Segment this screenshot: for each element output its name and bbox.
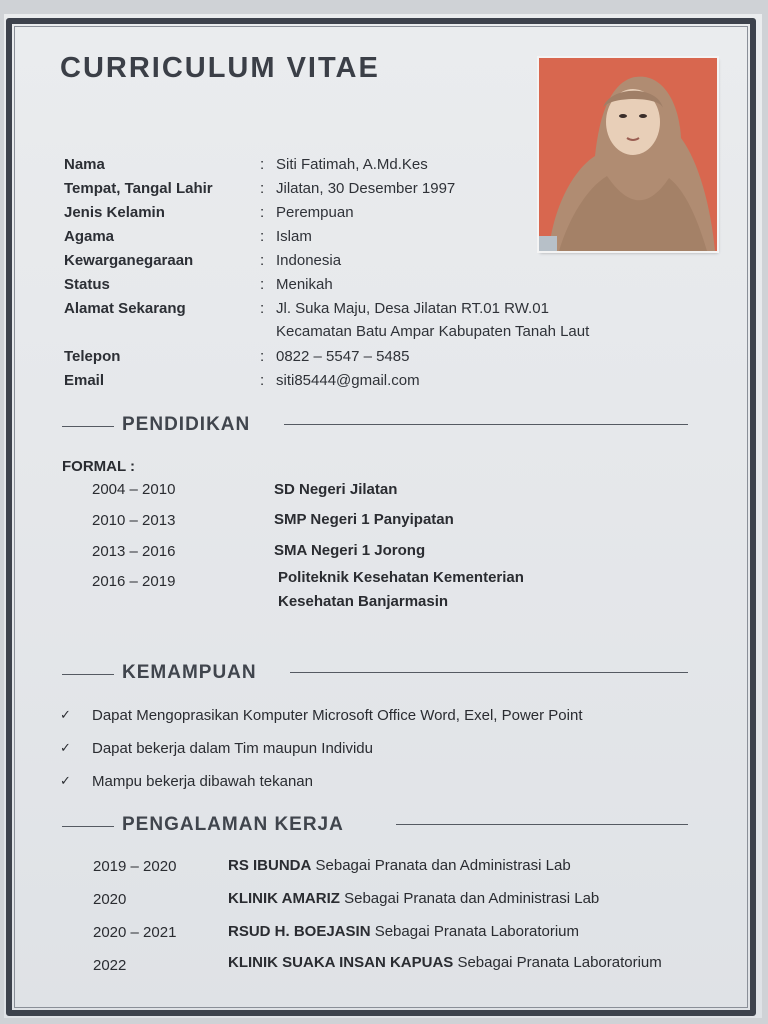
field-label: Nama: [64, 156, 105, 173]
field-label: Alamat Sekarang: [64, 300, 186, 317]
field-colon: :: [260, 156, 265, 173]
work-role: Sebagai Pranata Laboratorium: [453, 954, 662, 971]
check-icon: ✓: [60, 740, 71, 755]
divider-line: [284, 424, 688, 425]
check-icon: ✓: [60, 707, 71, 722]
section-title: KEMAMPUAN: [122, 662, 257, 683]
document-title: CURRICULUM VITAE: [60, 52, 380, 84]
divider-line: [396, 824, 688, 825]
work-description: [228, 883, 728, 914]
field-value: siti85444@gmail.com: [276, 372, 420, 389]
field-label: Telepon: [64, 348, 121, 365]
field-colon: :: [260, 252, 265, 269]
divider-line: [62, 674, 114, 675]
formal-label: FORMAL :: [62, 458, 136, 475]
field-value: Jl. Suka Maju, Desa Jilatan RT.01 RW.01: [276, 300, 549, 317]
work-description: [228, 850, 728, 881]
education-school-line-2: Kesehatan Banjarmasin: [278, 593, 449, 610]
skill-text: Dapat bekerja dalam Tim maupun Individu: [92, 740, 373, 757]
divider-line: [62, 426, 114, 427]
skill-text: Mampu bekerja dibawah tekanan: [92, 773, 313, 790]
education-years: 2010 – 2013: [92, 512, 176, 529]
field-value-line-2: Kecamatan Batu Ampar Kabupaten Tanah Laut: [276, 323, 590, 340]
field-value: Jilatan, 30 Desember 1997: [276, 180, 456, 197]
field-colon: :: [260, 348, 265, 365]
divider-line: [290, 672, 688, 673]
field-label: Agama: [64, 228, 115, 245]
field-colon: :: [260, 300, 265, 317]
work-role: Sebagai Pranata dan Administrasi Lab: [339, 890, 600, 907]
work-role: Sebagai Pranata dan Administrasi Lab: [311, 857, 571, 874]
field-colon: :: [260, 204, 265, 221]
education-school: SD Negeri Jilatan: [274, 481, 398, 498]
section-title: PENDIDIKAN: [122, 414, 251, 435]
field-label: Status: [64, 276, 110, 293]
profile-photo: [539, 58, 717, 251]
field-colon: :: [260, 276, 265, 293]
divider-line: [62, 826, 114, 827]
section-heading-skills: [62, 662, 688, 684]
skill-text: Dapat Mengoprasikan Komputer Microsoft Office Word, Exel, Power Point: [92, 707, 583, 724]
field-label: Tempat, Tangal Lahir: [64, 180, 213, 197]
work-place: KLINIK SUAKA INSAN KAPUAS: [228, 954, 454, 971]
education-school: SMA Negeri 1 Jorong: [274, 542, 426, 559]
work-place: KLINIK AMARIZ: [228, 890, 340, 907]
work-years: 2022: [93, 957, 127, 974]
section-heading-work: [62, 814, 688, 836]
education-school: Politeknik Kesehatan Kementerian: [278, 569, 524, 586]
field-label: Jenis Kelamin: [64, 204, 165, 221]
field-label: Kewarganegaraan: [64, 252, 194, 269]
work-description: [228, 916, 728, 947]
education-years: 2004 – 2010: [92, 481, 176, 498]
check-icon: ✓: [60, 773, 71, 788]
field-value: Menikah: [276, 276, 333, 293]
field-colon: :: [260, 372, 265, 389]
work-years: 2020: [93, 891, 127, 908]
work-years: 2019 – 2020: [93, 858, 177, 875]
field-value: 0822 – 5547 – 5485: [276, 348, 410, 365]
section-heading-education: [62, 414, 688, 436]
field-value: Perempuan: [276, 204, 354, 221]
field-value: Siti Fatimah, A.Md.Kes: [276, 156, 428, 173]
work-role: Sebagai Pranata Laboratorium: [370, 923, 580, 940]
field-value: Islam: [276, 228, 312, 245]
field-colon: :: [260, 228, 265, 245]
work-place: RSUD H. BOEJASIN: [228, 923, 371, 940]
section-title: PENGALAMAN KERJA: [122, 814, 344, 835]
education-years: 2016 – 2019: [92, 573, 176, 590]
education-school: SMP Negeri 1 Panyipatan: [274, 511, 454, 528]
field-label: Email: [64, 372, 105, 389]
education-years: 2013 – 2016: [92, 543, 176, 560]
field-value: Indonesia: [276, 252, 342, 269]
work-place: RS IBUNDA: [228, 857, 312, 874]
work-years: 2020 – 2021: [93, 924, 177, 941]
work-description: [228, 947, 728, 978]
field-colon: :: [260, 180, 265, 197]
